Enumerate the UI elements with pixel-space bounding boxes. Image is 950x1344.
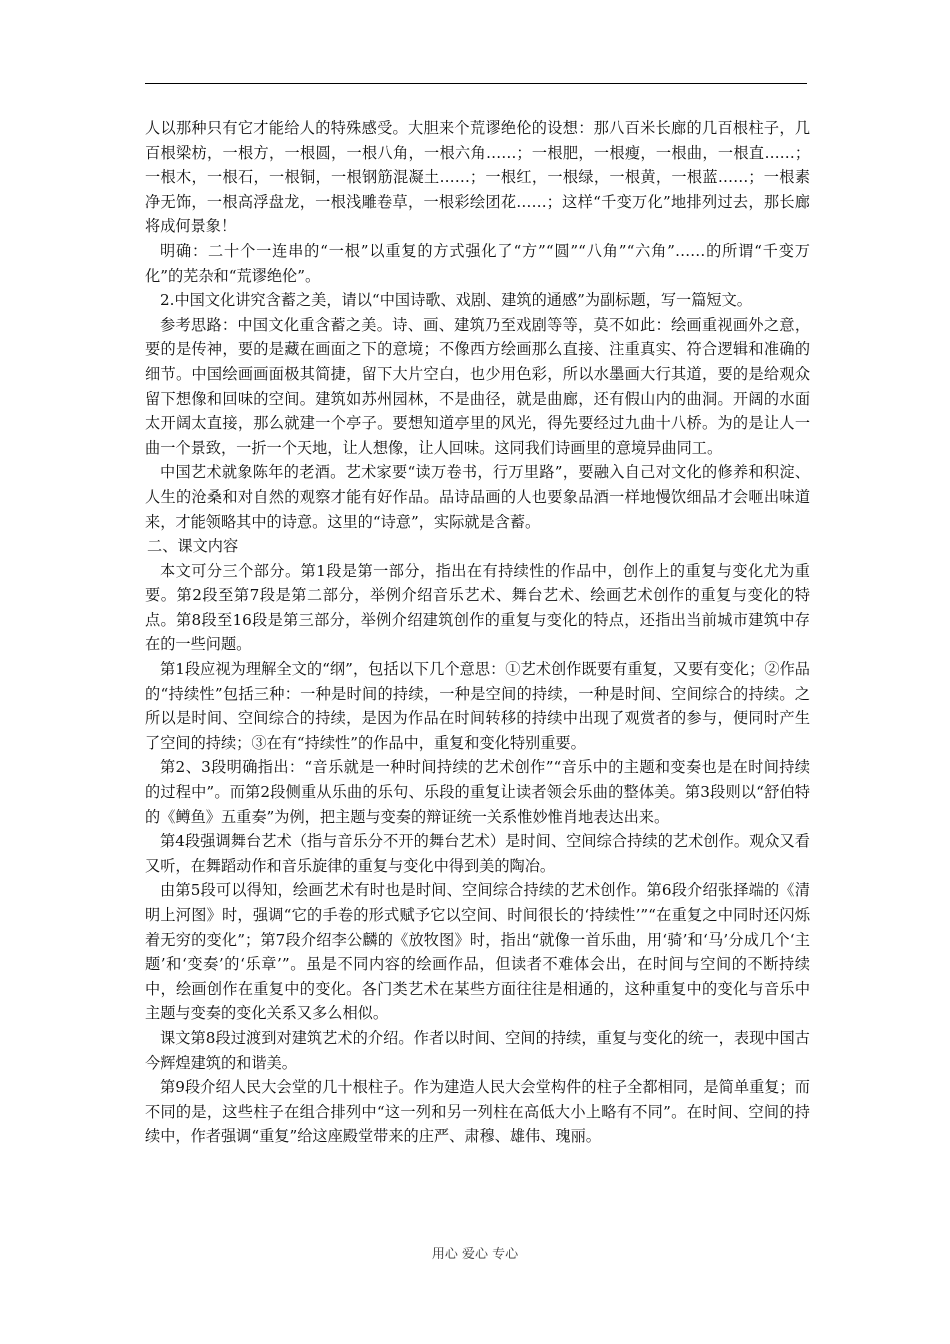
paragraph-10: 第4段强调舞台艺术（指与音乐分不开的舞台艺术）是时间、空间综合持续的艺术创作。观众又看又听，在舞蹈动作和音乐旋律的重复与变化中得到美的陶冶。	[145, 832, 810, 875]
header-rule	[145, 83, 807, 84]
paragraph-3: 2.中国文化讲究含蓄之美，请以“中国诗歌、戏剧、建筑的通感”为副标题，写一篇短文。	[160, 291, 752, 310]
paragraph-4: 参考思路：中国文化重含蓄之美。诗、画、建筑乃至戏剧等等，莫不如此：绘画重视画外之意，要的是传神，要的是藏在画面之下的意境；不像西方绘画那么直接、注重真实、符合逻辑和准确的细节。中国绘画画面极其简捷，留下大片空白，也少用色彩，所以水墨画大行其道，要的是给观众留下想像和回味的空间。建筑如苏州园林，不是曲径，就是曲廊，还有假山内的曲洞。开阔的水面太开阔太直接，那么就建一个亭子。要想知道亭里的风光，得先要经过九曲十八桥。为的是让人一曲一个景致，一折一个天地，让人想像，让人回味。这同我们诗画里的意境异曲同工。	[145, 315, 810, 457]
paragraph-7: 本文可分三个部分。第1段是第一部分，指出在有持续性的作品中，创作上的重复与变化尤为重要。第2段至第7段是第二部分，举例介绍音乐艺术、舞台艺术、绘画艺术创作的重复与变化的特点。第8段至16段是第三部分，举例介绍建筑创作的重复与变化的特点，还指出当前城市建筑中存在的一些问题。	[145, 561, 810, 654]
page-footer: 用心 爱心 专心	[431, 1247, 519, 1262]
paragraph-11: 由第5段可以得知，绘画艺术有时也是时间、空间综合持续的艺术创作。第6段介绍张择端的《清明上河图》时，强调“它的手卷的形式赋予它以空间、时间很长的‘持续性’”“在重复之中同时还闪烁着无穷的变化”；第7段介绍李公麟的《放牧图》时，指出“就像一首乐曲，用‘骑’和‘马’分成几个‘主题’和‘变奏’的‘乐章’”。虽是不同内容的绘画作品，但读者不难体会出，在时间与空间的不断持续中，绘画创作在重复中的变化。各门类艺术在某些方面往往是相通的，这种重复中的变化与音乐中主题与变奏的变化关系又多么相似。	[145, 881, 810, 1023]
paragraph-9: 第2、3段明确指出：“音乐就是一种时间持续的艺术创作”“音乐中的主题和变奏也是在时间持续的过程中”。而第2段侧重从乐曲的乐句、乐段的重复让读者领会乐曲的整体美。第3段则以“舒伯特的《鳟鱼》五重奏”为例，把主题与变奏的辩证统一关系惟妙惟肖地表达出来。	[145, 758, 810, 826]
document-body	[145, 116, 810, 1149]
paragraph-5: 中国艺术就象陈年的老酒。艺术家要“读万卷书，行万里路”，要融入自己对文化的修养和积淀、人生的沧桑和对自然的观察才能有好作品。品诗品画的人也要象品酒一样地慢饮细品才会咂出味道来，才能领略其中的诗意。这里的“诗意”，实际就是含蓄。	[145, 463, 810, 531]
paragraph-2: 明确：二十个一连串的“一根”以重复的方式强化了“方”“圆”“八角”“六角”……的所谓“千变万化”的芜杂和“荒谬绝伦”。	[145, 241, 810, 285]
paragraph-1: 人以那种只有它才能给人的特殊感受。大胆来个荒谬绝伦的设想：那八百米长廊的几百根柱子，几百根梁枋，一根方，一根圆，一根八角，一根六角……；一根肥，一根瘦，一根曲，一根直……；一根木，一根石，一根铜，一根钢筋混凝土……；一根红，一根绿，一根黄，一根蓝……；一根素净无饰，一根高浮盘龙，一根浅雕卷草，一根彩绘团花……；这样“千变万化”地排列过去，那长廊将成何景象！	[145, 119, 810, 236]
section-heading: 二、课文内容	[147, 537, 239, 556]
paragraph-12: 课文第8段过渡到对建筑艺术的介绍。作者以时间、空间的持续，重复与变化的统一，表现中国古今辉煌建筑的和谐美。	[145, 1028, 810, 1072]
paragraph-13: 第9段介绍人民大会堂的几十根柱子。作为建造人民大会堂构件的柱子全都相同，是简单重复；而不同的是，这些柱子在组合排列中“这一列和另一列柱在高低大小上略有不同”。在时间、空间的持续中，作者强调“重复”给这座殿堂带来的庄严、肃穆、雄伟、瑰丽。	[145, 1078, 810, 1146]
paragraph-8: 第1段应视为理解全文的“纲”，包括以下几个意思：①艺术创作既要有重复，又要有变化；②作品的“持续性”包括三种：一种是时间的持续，一种是空间的持续，一种是时间、空间综合的持续。之所以是时间、空间综合的持续，是因为作品在时间转移的持续中出现了观赏者的参与，便同时产生了空间的持续；③在有“持续性”的作品中，重复和变化特别重要。	[145, 660, 810, 752]
